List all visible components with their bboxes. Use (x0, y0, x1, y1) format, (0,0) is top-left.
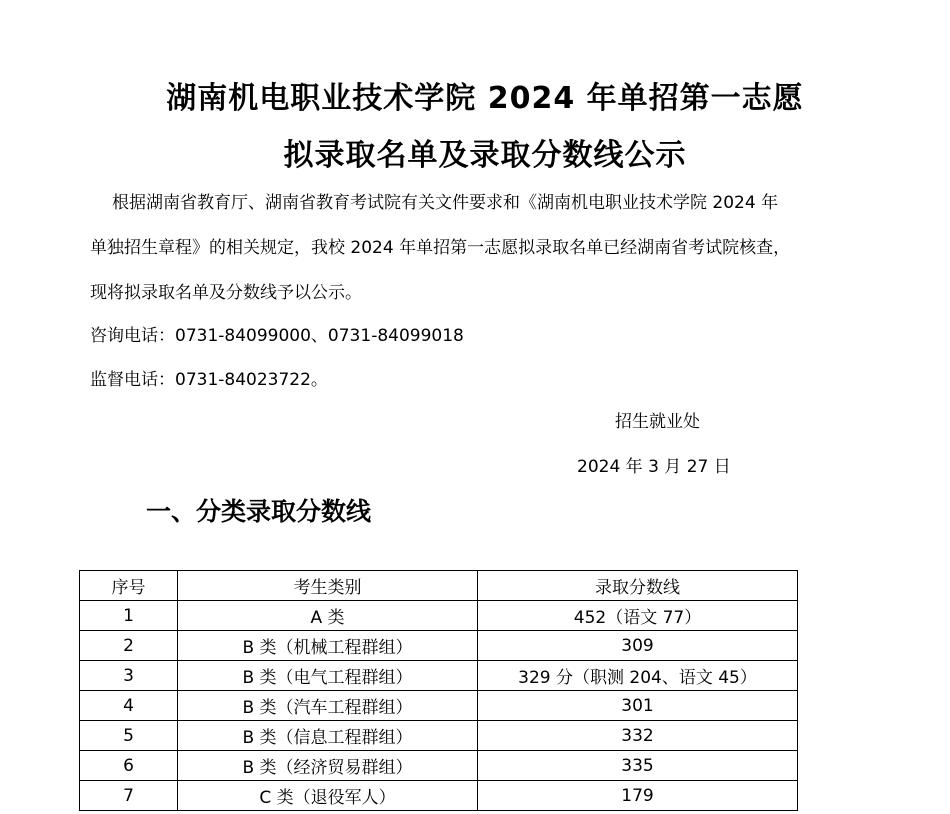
table-row (80, 631, 798, 661)
cell-category: C 类（退役军人） (178, 781, 478, 811)
table-row (80, 691, 798, 721)
cell-score: 179 (478, 781, 798, 811)
cell-serial: 6 (80, 751, 178, 781)
header-serial: 序号 (80, 571, 178, 601)
cell-score: 335 (478, 751, 798, 781)
cell-category: B 类（信息工程群组） (178, 721, 478, 751)
cell-score: 452（语文 77） (478, 601, 798, 631)
document-title-line-1: 湖南机电职业技术学院 2024 年单招第一志愿 (166, 81, 804, 116)
cell-category: B 类（电气工程群组） (178, 661, 478, 691)
signature-department: 招生就业处 (615, 412, 700, 432)
cell-score: 301 (478, 691, 798, 721)
table-row (80, 781, 798, 811)
table-row (80, 661, 798, 691)
header-score: 录取分数线 (478, 571, 798, 601)
cell-category: A 类 (178, 601, 478, 631)
cell-category: B 类（经济贸易群组） (178, 751, 478, 781)
header-category: 考生类别 (178, 571, 478, 601)
table-row (80, 601, 798, 631)
cell-category: B 类（机械工程群组） (178, 631, 478, 661)
cell-serial: 3 (80, 661, 178, 691)
cell-serial: 2 (80, 631, 178, 661)
intro-paragraph-line-1: 根据湖南省教育厅、湖南省教育考试院有关文件要求和《湖南机电职业技术学院 2024 年 (112, 193, 779, 213)
document-title-line-2: 拟录取名单及录取分数线公示 (283, 138, 687, 173)
table-row (80, 751, 798, 781)
score-table (79, 570, 798, 811)
cell-serial: 1 (80, 601, 178, 631)
cell-serial: 5 (80, 721, 178, 751)
cell-score: 332 (478, 721, 798, 751)
intro-paragraph-line-3: 现将拟录取名单及分数线予以公示。 (90, 283, 362, 303)
cell-serial: 7 (80, 781, 178, 811)
supervise-phone: 监督电话：0731-84023722。 (90, 370, 328, 390)
intro-paragraph-line-2: 单独招生章程》的相关规定，我校 2024 年单招第一志愿拟录取名单已经湖南省考试院核查， (90, 238, 791, 258)
section-heading-score-lines: 一、分类录取分数线 (146, 497, 372, 526)
cell-serial: 4 (80, 691, 178, 721)
cell-category: B 类（汽车工程群组） (178, 691, 478, 721)
table-row (80, 721, 798, 751)
cell-score: 329 分（职测 204、语文 45） (478, 661, 798, 691)
cell-score: 309 (478, 631, 798, 661)
table-header-row (80, 571, 798, 601)
signature-date: 2024 年 3 月 27 日 (577, 457, 731, 477)
consult-phone: 咨询电话：0731-84099000、0731-84099018 (90, 326, 464, 346)
